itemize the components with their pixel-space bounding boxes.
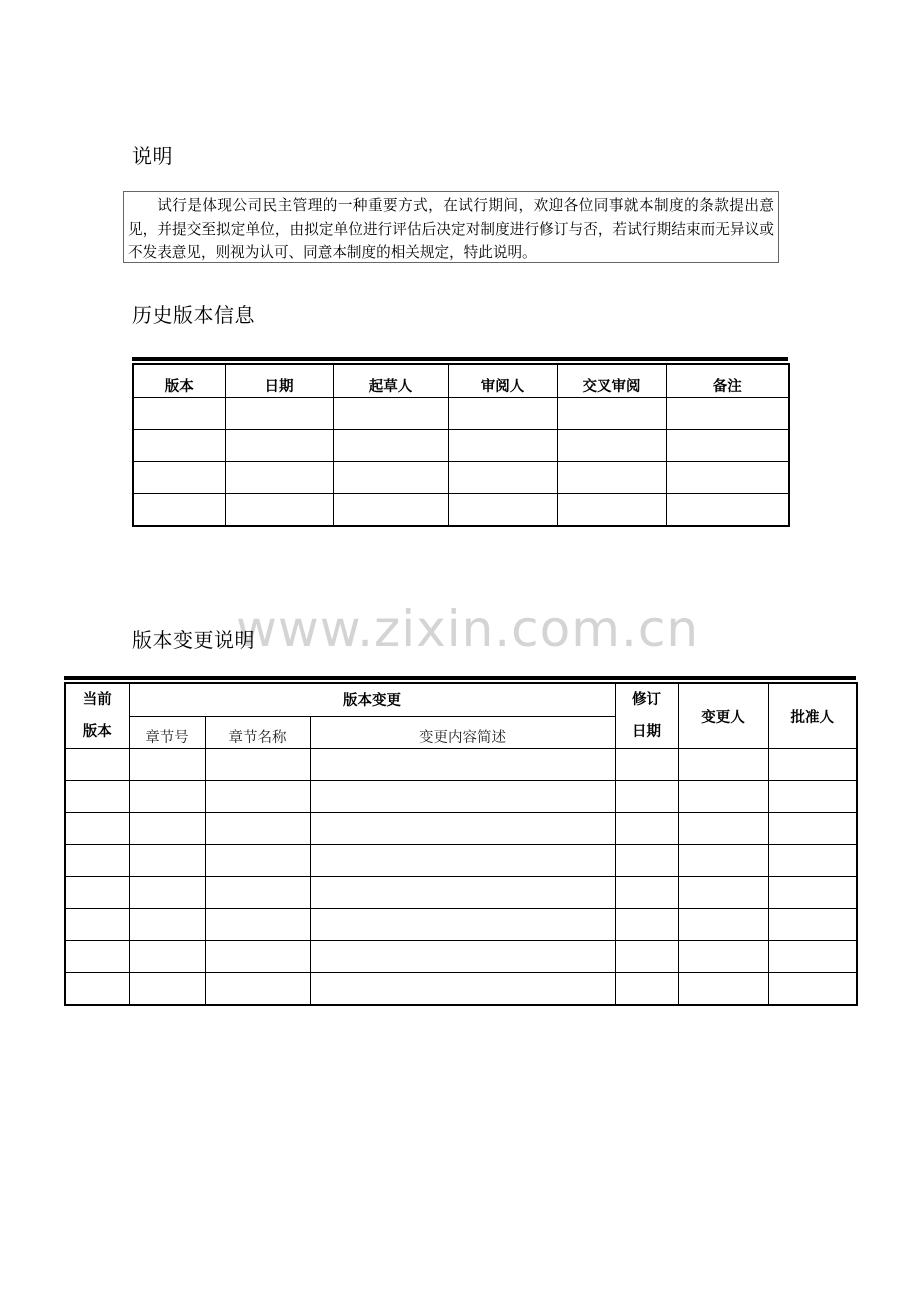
change-col-current-version [65, 683, 129, 749]
notice-title: 说明 [132, 144, 173, 168]
table-row [133, 398, 789, 430]
change-table [64, 682, 858, 1006]
table-cell[interactable] [225, 494, 333, 527]
table-cell[interactable] [225, 430, 333, 462]
table-cell[interactable] [205, 781, 310, 813]
change-col-changer: 变更人 [678, 683, 768, 749]
table-cell[interactable] [133, 462, 225, 494]
table-cell[interactable] [65, 877, 129, 909]
table-cell[interactable] [205, 749, 310, 781]
table-cell[interactable] [448, 494, 557, 527]
history-col-version: 版本 [133, 364, 225, 398]
table-cell[interactable] [768, 749, 857, 781]
table-row [65, 813, 857, 845]
table-cell[interactable] [205, 845, 310, 877]
table-cell[interactable] [615, 749, 678, 781]
table-cell[interactable] [65, 909, 129, 941]
history-col-reviewer: 审阅人 [448, 364, 557, 398]
table-cell[interactable] [678, 813, 768, 845]
table-cell[interactable] [205, 941, 310, 973]
table-cell[interactable] [333, 430, 448, 462]
table-cell[interactable] [205, 813, 310, 845]
table-cell[interactable] [129, 813, 205, 845]
table-cell[interactable] [65, 749, 129, 781]
history-header-row [133, 364, 789, 398]
table-cell[interactable] [768, 845, 857, 877]
table-cell[interactable] [615, 973, 678, 1006]
table-cell[interactable] [768, 877, 857, 909]
history-col-drafter: 起草人 [333, 364, 448, 398]
table-cell[interactable] [666, 462, 789, 494]
table-cell[interactable] [678, 877, 768, 909]
table-cell[interactable] [133, 398, 225, 430]
change-title: 版本变更说明 [132, 628, 255, 652]
table-cell[interactable] [310, 941, 615, 973]
table-cell[interactable] [768, 973, 857, 1006]
table-cell[interactable] [310, 781, 615, 813]
history-table [132, 363, 790, 527]
table-cell[interactable] [129, 781, 205, 813]
table-row [133, 494, 789, 527]
table-cell[interactable] [333, 462, 448, 494]
revise-date-line1: 修订 [632, 692, 662, 708]
table-row [133, 462, 789, 494]
table-cell[interactable] [129, 845, 205, 877]
change-col-chapter-no: 章节号 [129, 716, 205, 749]
table-cell[interactable] [557, 430, 666, 462]
table-cell[interactable] [615, 877, 678, 909]
table-cell[interactable] [65, 781, 129, 813]
table-cell[interactable] [666, 494, 789, 527]
table-cell[interactable] [666, 430, 789, 462]
history-col-remarks: 备注 [666, 364, 789, 398]
history-top-rule [132, 357, 788, 361]
table-cell[interactable] [225, 398, 333, 430]
table-cell[interactable] [133, 430, 225, 462]
table-cell[interactable] [129, 909, 205, 941]
change-top-rule [64, 676, 856, 680]
table-cell[interactable] [615, 813, 678, 845]
history-col-date: 日期 [225, 364, 333, 398]
notice-box: 试行是体现公司民主管理的一种重要方式，在试行期间，欢迎各位同事就本制度的条款提出意见，并提交至拟定单位，由拟定单位进行评估后决定对制度进行修订与否，若试行期结束而无异议或不发表意见，则视为认可、同意本制度的相关规定，特此说明。 [123, 191, 779, 263]
table-row [65, 781, 857, 813]
table-cell[interactable] [768, 941, 857, 973]
table-row [65, 845, 857, 877]
table-cell[interactable] [225, 462, 333, 494]
table-cell[interactable] [666, 398, 789, 430]
table-cell[interactable] [129, 973, 205, 1006]
table-cell[interactable] [333, 494, 448, 527]
table-cell[interactable] [310, 813, 615, 845]
table-cell[interactable] [448, 462, 557, 494]
table-row [65, 877, 857, 909]
change-col-group-version-change: 版本变更 [129, 683, 615, 716]
table-cell[interactable] [129, 877, 205, 909]
table-cell[interactable] [678, 749, 768, 781]
table-cell[interactable] [557, 494, 666, 527]
table-cell[interactable] [65, 845, 129, 877]
table-cell[interactable] [65, 813, 129, 845]
table-cell[interactable] [133, 494, 225, 527]
table-row [65, 941, 857, 973]
table-cell[interactable] [448, 398, 557, 430]
table-cell[interactable] [310, 845, 615, 877]
table-cell[interactable] [129, 941, 205, 973]
table-cell[interactable] [768, 813, 857, 845]
table-cell[interactable] [205, 909, 310, 941]
table-row [133, 430, 789, 462]
table-row [65, 909, 857, 941]
change-col-revise-date [615, 683, 678, 749]
table-cell[interactable] [615, 845, 678, 877]
table-cell[interactable] [615, 781, 678, 813]
table-cell[interactable] [310, 973, 615, 1006]
table-cell[interactable] [557, 462, 666, 494]
change-col-approver: 批准人 [768, 683, 857, 749]
table-cell[interactable] [678, 909, 768, 941]
change-col-change-desc: 变更内容简述 [310, 716, 615, 749]
table-cell[interactable] [678, 845, 768, 877]
history-col-cross-review: 交叉审阅 [557, 364, 666, 398]
table-cell[interactable] [678, 973, 768, 1006]
current-version-line2: 版本 [82, 724, 112, 740]
revise-date-line2: 日期 [632, 724, 662, 740]
history-title: 历史版本信息 [132, 303, 255, 327]
table-cell[interactable] [678, 941, 768, 973]
change-col-chapter-name: 章节名称 [205, 716, 310, 749]
table-cell[interactable] [65, 973, 129, 1006]
change-header-row-1 [65, 683, 857, 716]
table-cell[interactable] [768, 909, 857, 941]
table-cell[interactable] [310, 749, 615, 781]
table-cell[interactable] [310, 877, 615, 909]
table-row [65, 973, 857, 1006]
table-cell[interactable] [615, 941, 678, 973]
table-cell[interactable] [678, 781, 768, 813]
table-cell[interactable] [615, 909, 678, 941]
watermark: www.zixin.com.cn [236, 600, 700, 658]
table-cell[interactable] [205, 973, 310, 1006]
table-row [65, 749, 857, 781]
table-cell[interactable] [310, 909, 615, 941]
table-cell[interactable] [65, 941, 129, 973]
table-cell[interactable] [205, 877, 310, 909]
table-cell[interactable] [333, 398, 448, 430]
table-cell[interactable] [448, 430, 557, 462]
table-cell[interactable] [768, 781, 857, 813]
table-cell[interactable] [129, 749, 205, 781]
current-version-line1: 当前 [82, 692, 112, 708]
table-cell[interactable] [557, 398, 666, 430]
